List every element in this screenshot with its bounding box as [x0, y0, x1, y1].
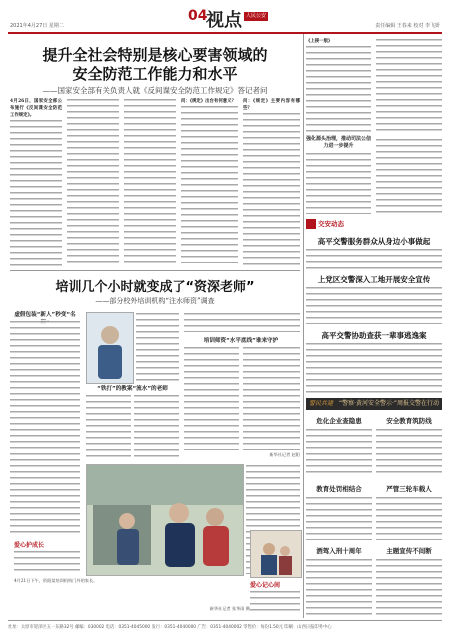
news-item3-text: [306, 342, 442, 394]
feature-section-heading-2: 培训师资“水平底线”谁来守护: [203, 338, 279, 344]
editor-credits: 责任编辑 王春来 校对 李飞妍: [375, 23, 440, 29]
lead-question-1: 问：《规定》出台有何意义？: [181, 99, 236, 104]
feature-photo-caption: 4月21日下午，资阳某培训机构门外的家长。: [14, 578, 98, 583]
feature-subtitle: ——部分校外培训机构“注水师资”调查: [95, 297, 215, 305]
news-item9-title: 主题宣传不间断: [386, 547, 432, 555]
poem2-text: [250, 590, 300, 614]
section-name: 视点: [206, 10, 242, 31]
poem2-photo: [250, 530, 302, 578]
campaign-text: “警察·黄河安全警示·”周报交警在行动: [338, 400, 440, 407]
news-item9-text: [376, 558, 442, 616]
lead-text-col3: [124, 98, 176, 266]
feature-text-col1: [10, 320, 80, 536]
feature-headline: 培训几个小时就变成了“资深老师”: [55, 280, 255, 295]
page-footer: 社址：太原市迎泽区五一东路32号 邮编：030002 电话：0351-4045000 发行：0351-4040000 广告：0351-4040002 零售价：每份1.50元 印刷：山西日报印务中心: [8, 620, 442, 630]
lead-question-2: 问：《规定》主要内容有哪些？: [243, 99, 300, 111]
lead-opening-paragraph: 4月26日，国家安全部公布施行《反间谍安全防范工作规定》。: [10, 99, 62, 118]
feature-text-col5: [184, 346, 239, 450]
feature-section-heading-1: 虚假包装“新人”秒变“名: [14, 312, 76, 318]
lead-headline-line2: 安全防范工作能力和水平: [72, 65, 238, 83]
lead-text-col4: [181, 98, 238, 266]
traffic-news-label: [306, 218, 442, 230]
lead-text-col1: [10, 98, 62, 266]
feature-section-heading-3: “铁打”的教案“流水”的老师: [97, 386, 168, 392]
campaign-tag: 警民共建: [308, 400, 333, 407]
feature-text-col3: [86, 394, 131, 460]
column-divider: [303, 34, 304, 618]
news-item7-title: 严管三轮车载人: [386, 485, 432, 493]
news-item2-title: 上党区交警深入工地开展安全宣传: [317, 275, 431, 284]
right-text-col4: [376, 138, 442, 214]
news-item6-title: 教育处罚相结合: [316, 485, 362, 493]
lead-subtitle: ——国家安全部有关负责人就《反间谍安全防范工作规定》答记者问: [42, 86, 268, 95]
section-number: 04: [188, 8, 208, 24]
news-item7-text: [376, 496, 442, 540]
continued-label: 《上接一版》: [306, 39, 333, 44]
illustration-photo: [86, 312, 134, 384]
feature-author: 新华社记者 赵阳: [269, 452, 300, 457]
news-item4-title: 危化企业查隐患: [316, 417, 362, 425]
feature-photo-credit: 新华社记者 张华雨 摄: [209, 606, 250, 611]
divider: [10, 270, 300, 271]
news-item5-text: [376, 428, 442, 476]
traffic-news-title: 交安动态: [318, 220, 344, 228]
news-item8-title: 酒驾入刑十周年: [316, 547, 362, 555]
news-item4-text: [306, 428, 372, 476]
brief-title: 强化源头治理，推动司法公信力进一步提升: [306, 136, 372, 149]
lead-text-col2: [67, 98, 119, 266]
campaign-banner: [306, 398, 442, 410]
lead-text-col5: [243, 98, 300, 266]
feature-photo: [86, 464, 244, 576]
right-text-col1: [306, 38, 371, 134]
poem1-text: [14, 550, 80, 574]
news-item1-title: 高平交警服务群众从身边小事做起: [317, 237, 431, 246]
flag-icon: [306, 219, 316, 229]
feature-text-col6: [243, 346, 300, 450]
news-item6-text: [306, 496, 372, 540]
news-item2-text: [306, 286, 442, 324]
news-item8-text: [306, 558, 372, 616]
right-text-col2: [376, 38, 442, 134]
news-item1-text: [306, 248, 442, 270]
issue-date: 2021年4月27日 星期二: [10, 23, 64, 29]
section-badge: 人民公安报: [245, 13, 266, 28]
feature-text-col4: [134, 394, 179, 460]
feature-text-col2: [136, 312, 179, 382]
right-text-col3: [306, 152, 371, 214]
page-header: [8, 6, 442, 34]
feature-text-top: [184, 312, 300, 332]
news-item5-title: 安全教育筑防线: [386, 417, 432, 425]
news-item3-title: 高平交警协助查获一辈事逃逸案: [321, 331, 427, 340]
poem1-title: 爱心护成长: [14, 542, 45, 549]
poem2-title: 爱心记心间: [250, 582, 281, 589]
lead-headline-line1: 提升全社会特别是核心要害领域的: [42, 46, 268, 64]
